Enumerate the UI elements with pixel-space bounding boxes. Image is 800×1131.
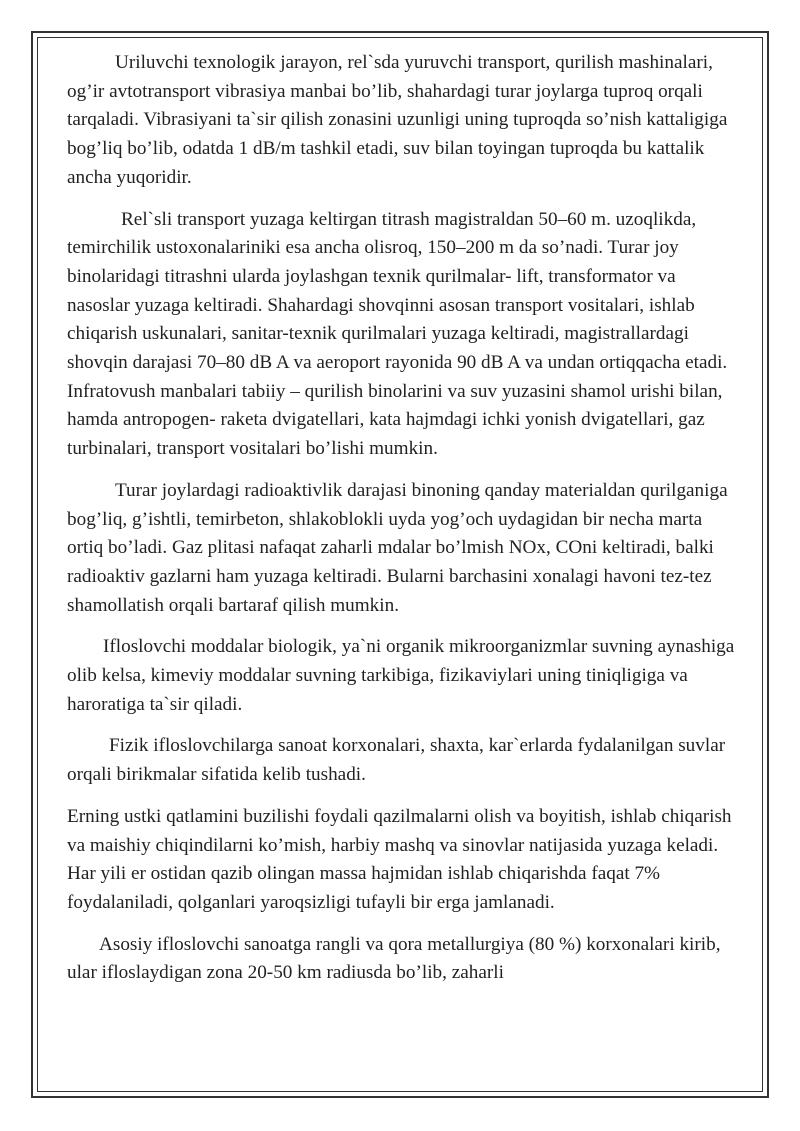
paragraph-metallurgy-pollution: Asosiy ifloslovchi sanoatga rangli va qora metallurgiya (80 %) korxonalari kirib, ular ifloslaydigan zona 20-50 km radiusda bo’lib, zaharli (67, 933, 721, 984)
paragraph-physical-pollutants: Fizik ifloslovchilarga sanoat korxonalari, shaxta, kar`erlarda fydalanilgan suvlar orqali birikmalar sifatida kelib tushadi. (67, 735, 726, 786)
paragraph-land-disturbance: Erning ustki qatlamini buzilishi foydali qazilmalarni olish va boyitish, ishlab chiqarish va maishiy chiqindilarni ko’mish, harbiy mashq va sinovlar natijasida yuzaga keladi. Har yili er ostidan qazib olingan massa hajmidan ishlab chiqarishda faqat 7% foydalaniladi, qolganlari yaroqsizligi tufayli bir erga jamlanadi. (67, 805, 732, 913)
document-body (67, 49, 737, 1001)
paragraph-pollutants-water: Ifloslovchi moddalar biologik, ya`ni organik mikroorganizmlar suvning aynashiga olib kelsa, kimeviy moddalar suvning tarkibiga, fizikaviylari uning tiniqligiga va haroratiga ta`sir qiladi. (67, 636, 735, 715)
paragraph-vibration-sources: Uriluvchi texnologik jarayon, rel`sda yuruvchi transport, qurilish mashinalari, og’ir avtotransport vibrasiya manbai bo’lib, shahardagi turar joylarga tuproq orqali tarqaladi. Vibrasiyani ta`sir qilish zonasini uzunligi uning tuproqda so’nish kattaligiga bog’liq bo’lib, odatda 1 dB/m tashkil etadi, suv bilan toyingan tuproqda bu kattalik ancha yuqoridir. (67, 52, 728, 188)
paragraph-rail-transport-vibration: Rel`sli transport yuzaga keltirgan titrash magistraldan 50–60 m. uzoqlikda, temirchilik ustoxonalariniki esa ancha olisroq, 150–200 m da so’nadi. Turar joy binolaridagi titrashni ularda joylashgan texnik qurilmalar- lift, transformator va nasoslar yuzaga keltiradi. Shahardagi shovqinni asosan transport vositalari, ishlab chiqarish uskunalari, sanitar-texnik qurilmalari yuzaga keltiradi, magistrallardagi shovqin darajasi 70–80 dB A va aeroport rayonida 90 dB A va undan ortiqqacha etadi. Infratovush manbalari tabiiy – qurilish binolarini va suv yuzasini shamol urishi bilan, hamda antropogen- raketa dvigatellari, kata hajmdagi ichki yonish dvigatellari, gaz turbinalari, transport vositalari bo’lishi mumkin. (67, 208, 728, 460)
paragraph-radioactivity: Turar joylardagi radioaktivlik darajasi binoning qanday materialdan qurilganiga bog’liq, g’ishtli, temirbeton, shlakoblokli uyda yog’och uydagidan bir necha marta ortiq bo’ladi. Gaz plitasi nafaqat zaharli mdalar bo’lmish NOx, COni keltiradi, balki radioaktiv gazlarni ham yuzaga keltiradi. Bularni barchasini xonalagi havoni tez-tez shamollatish orqali bartaraf qilish mumkin. (67, 479, 728, 616)
